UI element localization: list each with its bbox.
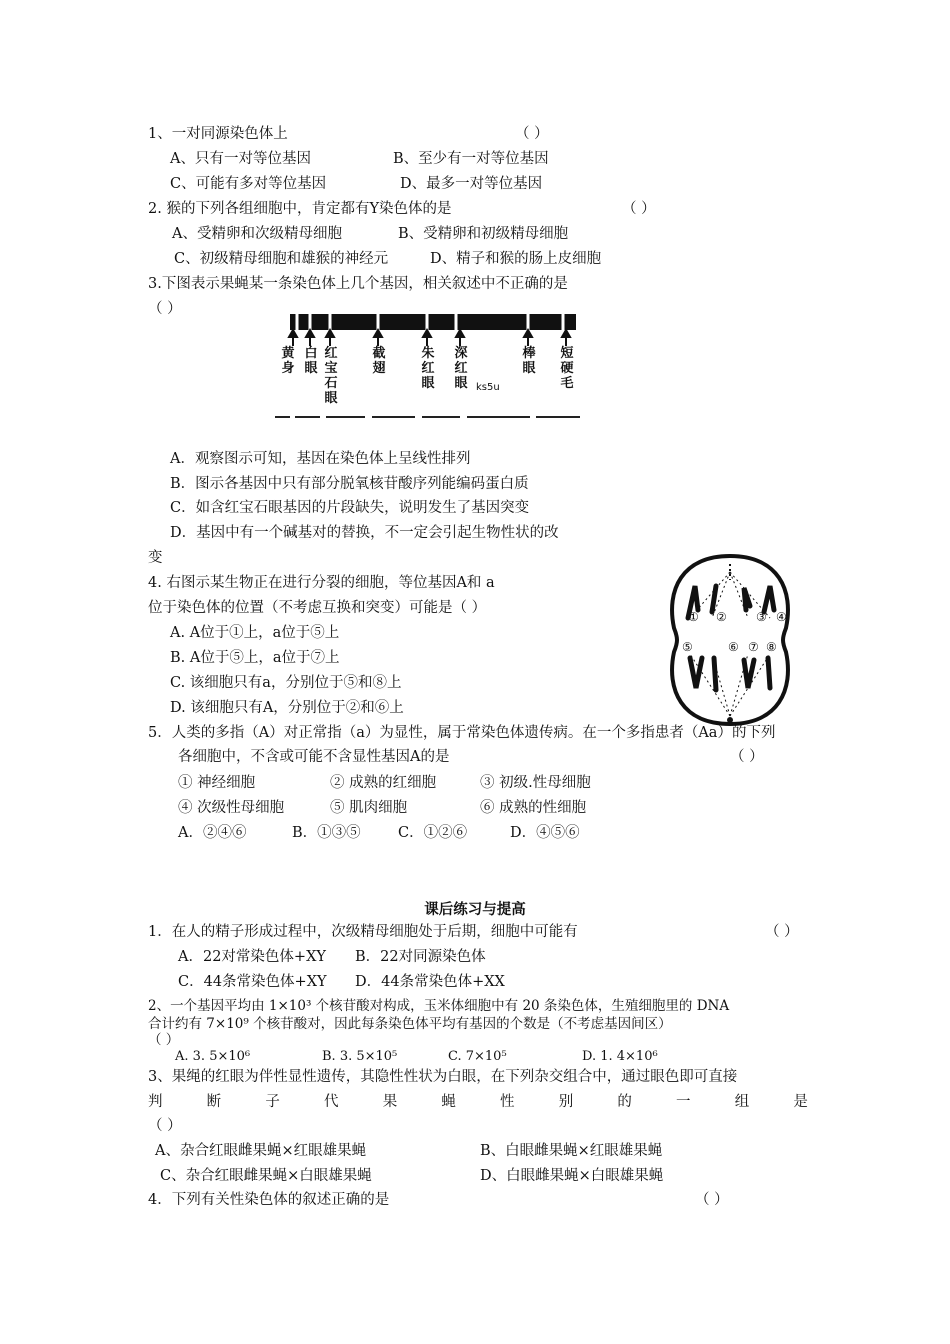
p3-option-d: D、白眼雌果蝇×白眼雄果蝇: [480, 1168, 664, 1184]
q5-item-5: ⑤ 肌肉细胞: [330, 800, 408, 816]
gene-label-cut-wing: 截翅: [372, 346, 386, 376]
p3-option-a: A、杂合红眼雌果蝇×红眼雄果蝇: [155, 1143, 367, 1159]
q5-stem-line2: 各细胞中，不含或可能不含显性基因A的是: [178, 749, 450, 765]
gene-label-short-bristle: 短硬毛: [560, 346, 574, 391]
p2-answer-paren: （ ）: [148, 1032, 180, 1048]
p3-word: 断: [206, 1094, 222, 1110]
q5-option-c: C．①②⑥: [398, 825, 468, 841]
cell-label-5: ⑤: [682, 640, 693, 654]
q1-option-b: B、至少有一对等位基因: [393, 151, 549, 167]
gene-arrows: [289, 330, 570, 346]
cell-label-4: ④: [776, 610, 787, 624]
q5-option-d: D．④⑤⑥: [510, 825, 580, 841]
p4-stem: 4．下列有关性染色体的叙述正确的是: [148, 1192, 390, 1208]
p1-option-d: D．44条常染色体+XX: [355, 974, 505, 990]
p3-option-b: B、白眼雌果蝇×红眼雄果蝇: [480, 1143, 663, 1159]
p3-word: 是: [793, 1094, 808, 1110]
q2-stem: 2. 猴的下列各组细胞中，肯定都有Y染色体的是: [148, 201, 452, 217]
p2-option-b: B. 3. 5×10⁵: [322, 1049, 398, 1064]
p3-option-c: C、杂合红眼雌果蝇×白眼雄果蝇: [160, 1168, 372, 1184]
watermark-text: ks5u: [476, 382, 500, 393]
q3-answer-paren: （ ）: [148, 301, 182, 317]
p1-option-a: A．22对常染色体+XY: [178, 949, 326, 965]
q4-option-a: A. A位于①上，a位于⑤上: [170, 625, 340, 641]
q4-option-d: D. 该细胞只有A，分别位于②和⑥上: [170, 700, 404, 716]
p2-option-c: C. 7×10⁵: [448, 1049, 507, 1064]
p1-stem: 1．在人的精子形成过程中，次级精母细胞处于后期，细胞中可能有: [148, 924, 578, 940]
gene-label-ruby-eye: 红宝石眼: [324, 346, 338, 406]
q3-option-d-continued: 变: [148, 550, 163, 566]
gene-label-yellow-body: 黄身: [281, 346, 295, 376]
q1-option-d: D、最多一对等位基因: [400, 176, 543, 192]
p2-option-a: A. 3. 5×10⁶: [175, 1049, 251, 1064]
q3-option-d: D．基因中有一个碱基对的替换，不一定会引起生物性状的改: [170, 525, 559, 541]
q4-stem-line2: 位于染色体的位置（不考虑互换和突变）可能是（ ）: [148, 600, 487, 616]
p3-answer-paren: （ ）: [148, 1118, 182, 1134]
p3-word: 别: [558, 1094, 574, 1110]
q3-stem: 3.下图表示果蝇某一条染色体上几个基因，相关叙述中不正确的是: [148, 276, 568, 292]
q2-option-b: B、受精卵和初级精母细胞: [398, 226, 569, 242]
p3-stem-line2: [148, 1092, 808, 1112]
gene-label-vermilion-eye: 朱红眼: [421, 346, 435, 391]
cell-label-7: ⑦: [748, 640, 759, 654]
p3-word: 果: [382, 1094, 398, 1110]
q5-item-1: ① 神经细胞: [178, 775, 256, 791]
p1-option-b: B．22对同源染色体: [355, 949, 486, 965]
p3-word: 蝇: [441, 1094, 456, 1110]
q5-option-a: A．②④⑥: [178, 825, 247, 841]
gene-label-bar-eye: 棒眼: [522, 346, 536, 376]
section-title: 课后练习与提高: [424, 902, 526, 918]
q4-option-b: B. A位于⑤上，a位于⑦上: [170, 650, 340, 666]
q1-stem: 1、一对同源染色体上: [148, 126, 288, 142]
q5-option-b: B．①③⑤: [292, 825, 361, 841]
p2-option-d: D. 1. 4×10⁶: [582, 1049, 658, 1064]
cell-label-6: ⑥: [728, 640, 739, 654]
q1-option-c: C、可能有多对等位基因: [170, 176, 327, 192]
chromosome-gene-map: [270, 310, 600, 425]
cell-label-3: ③: [756, 610, 767, 624]
q5-stem-line1: 5．人类的多指（A）对正常指（a）为显性，属于常染色体遗传病。在一个多指患者（Aa）的下列: [148, 725, 776, 741]
cell-label-2: ②: [716, 610, 727, 624]
p4-answer-paren: （ ）: [695, 1192, 729, 1208]
q5-item-4: ④ 次级性母细胞: [178, 800, 285, 816]
q4-option-c: C. 该细胞只有a，分别位于⑤和⑧上: [170, 675, 402, 691]
q2-answer-paren: （ ）: [622, 201, 656, 217]
q1-answer-paren: （ ）: [515, 126, 549, 142]
p1-option-c: C．44条常染色体+XY: [178, 974, 327, 990]
p3-word: 的: [617, 1094, 632, 1110]
gene-label-white-eye: 白眼: [304, 346, 318, 376]
q3-option-a: A．观察图示可知，基因在染色体上呈线性排列: [170, 451, 471, 467]
p3-word: 一: [676, 1094, 691, 1110]
q2-option-a: A、受精卵和次级精母细胞: [172, 226, 342, 242]
q2-option-d: D、精子和猴的肠上皮细胞: [430, 251, 602, 267]
gene-label-deep-red-eye: 深红眼: [454, 346, 468, 391]
chromosome-bar: [290, 314, 576, 330]
p2-stem-line1: 2、一个基因平均由 1×10³ 个核苷酸对构成，玉米体细胞中有 20 条染色体，生殖细胞里的 DNA: [148, 998, 730, 1014]
p3-word: 子: [265, 1094, 280, 1110]
q4-stem-line1: 4. 右图示某生物正在进行分裂的细胞，等位基因A和 a: [148, 575, 495, 591]
cell-label-1: ①: [688, 610, 699, 624]
dividing-cell-figure: [660, 550, 800, 730]
q1-option-a: A、只有一对等位基因: [170, 151, 311, 167]
q3-option-b: B．图示各基因中只有部分脱氧核苷酸序列能编码蛋白质: [170, 476, 529, 492]
p3-word: 组: [734, 1094, 750, 1110]
q2-option-c: C、初级精母细胞和雄猴的神经元: [174, 251, 389, 267]
p3-word: 性: [500, 1094, 515, 1110]
q5-item-3: ③ 初级.性母细胞: [480, 775, 591, 791]
q5-answer-paren: （ ）: [730, 749, 764, 765]
p3-stem-line1: 3、果绳的红眼为伴性显性遗传，其隐性性状为白眼，在下列杂交组合中，通过眼色即可直接: [148, 1069, 738, 1085]
cell-label-8: ⑧: [766, 640, 777, 654]
q3-option-c: C．如含红宝石眼基因的片段缺失，说明发生了基因突变: [170, 500, 530, 516]
q5-item-6: ⑥ 成熟的性细胞: [480, 800, 587, 816]
p3-word: 判: [148, 1094, 163, 1110]
q5-item-2: ② 成熟的红细胞: [330, 775, 437, 791]
p1-answer-paren: （ ）: [765, 924, 799, 940]
p3-word: 代: [324, 1094, 339, 1110]
p2-stem-line2: 合计约有 7×10⁹ 个核苷酸对，因此每条染色体平均有基因的个数是（不考虑基因间区）: [148, 1016, 672, 1032]
